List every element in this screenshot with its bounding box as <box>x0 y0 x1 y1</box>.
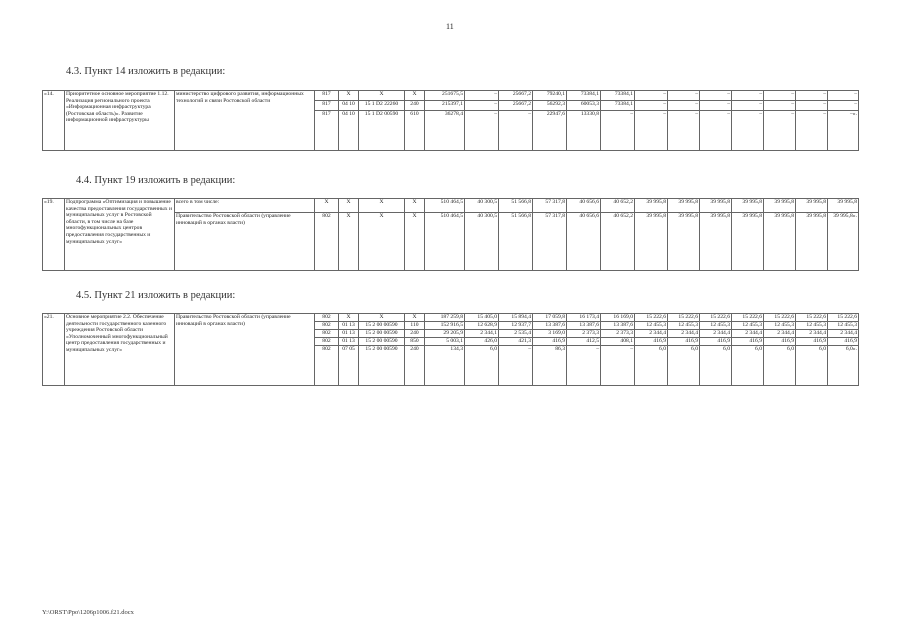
amount-cell: 40 652,2 <box>601 199 635 213</box>
amount-cell: – <box>700 91 732 101</box>
amount-cell: 39 995,8 <box>796 213 828 271</box>
amount-cell: 510 464,5 <box>425 213 465 271</box>
amount-cell: 39 995,8 <box>635 213 668 271</box>
amount-cell: 15 222,6 <box>796 314 828 322</box>
budget-code-cell: 07 05 <box>339 346 359 386</box>
table-row <box>43 314 891 322</box>
amount-cell: – <box>635 91 668 101</box>
budget-code-cell: 802 <box>315 314 339 322</box>
amount-cell: 12 937,7 <box>499 322 533 330</box>
footer-path: Y:\ORST\Ppo\1206p1006.f21.docx <box>42 609 134 616</box>
amount-cell: 416,9 <box>764 338 796 346</box>
amount-cell: 2 344,4 <box>796 330 828 338</box>
amount-cell: 416,9 <box>668 338 700 346</box>
budget-code-cell: 01 13 <box>339 322 359 330</box>
amount-cell: 416,9 <box>635 338 668 346</box>
table-item-21 <box>42 313 891 386</box>
item-number: «14. <box>43 91 65 151</box>
amount-cell: 39 995,8». <box>828 213 859 271</box>
budget-code-cell: X <box>339 314 359 322</box>
budget-code-cell: 15 1 D2 00590 <box>359 111 405 151</box>
amount-cell: 416,9 <box>828 338 859 346</box>
amount-cell: 39 995,8 <box>796 199 828 213</box>
budget-code-cell: 817 <box>315 111 339 151</box>
amount-cell: – <box>700 101 732 111</box>
section-heading-21: 4.5. Пункт 21 изложить в редакции: <box>76 290 236 301</box>
amount-cell: – <box>764 111 796 151</box>
amount-cell: 56292,3 <box>533 101 567 111</box>
amount-cell: –». <box>828 111 859 151</box>
budget-code-cell: 110 <box>405 322 425 330</box>
amount-cell: 2 373,3 <box>567 330 601 338</box>
amount-cell: 2 535,4 <box>499 330 533 338</box>
amount-cell: 22947,6 <box>533 111 567 151</box>
amount-cell: 39 995,8 <box>668 213 700 271</box>
amount-cell: 13 387,6 <box>567 322 601 330</box>
amount-cell: 79240,1 <box>533 91 567 101</box>
amount-cell: 426,0 <box>465 338 499 346</box>
budget-code-cell: 240 <box>405 346 425 386</box>
amount-cell: – <box>796 101 828 111</box>
amount-cell: 12 455,3 <box>796 322 828 330</box>
table-item-14 <box>42 90 891 151</box>
budget-code-cell: X <box>359 213 405 271</box>
amount-cell: 2 344,4 <box>668 330 700 338</box>
amount-cell: 12 455,3 <box>635 322 668 330</box>
amount-cell: 15 894,4 <box>499 314 533 322</box>
amount-cell: – <box>764 91 796 101</box>
amount-cell: – <box>732 101 764 111</box>
amount-cell: 39 995,8 <box>732 213 764 271</box>
budget-code-cell: 802 <box>315 338 339 346</box>
amount-cell: 510 464,5 <box>425 199 465 213</box>
amount-cell: 15 222,6 <box>668 314 700 322</box>
amount-cell: 6,0 <box>635 346 668 386</box>
amount-cell: 6,0 <box>764 346 796 386</box>
amount-cell: – <box>635 111 668 151</box>
amount-cell: 12 455,3 <box>700 322 732 330</box>
budget-code-cell: 802 <box>315 330 339 338</box>
budget-code-cell: 04 10 <box>339 101 359 111</box>
amount-cell: 15 222,6 <box>828 314 859 322</box>
amount-cell: 39 995,8 <box>668 199 700 213</box>
amount-cell: 39 995,8 <box>764 213 796 271</box>
amount-cell: 36278,4 <box>425 111 465 151</box>
amount-cell: – <box>668 101 700 111</box>
amount-cell: 215397,1 <box>425 101 465 111</box>
page-number: 11 <box>446 22 454 31</box>
amount-cell: – <box>796 111 828 151</box>
table-row <box>43 91 891 101</box>
amount-cell: 12 455,3 <box>668 322 700 330</box>
amount-cell: 39 995,8 <box>764 199 796 213</box>
amount-cell: 40 652,2 <box>601 213 635 271</box>
amount-cell: 15 222,6 <box>764 314 796 322</box>
amount-cell: 134,3 <box>425 346 465 386</box>
amount-cell: 412,5 <box>567 338 601 346</box>
amount-cell: 5 003,1 <box>425 338 465 346</box>
budget-code-cell: X <box>359 91 405 101</box>
amount-cell: 408,1 <box>601 338 635 346</box>
item-name: Приоритетное основное мероприятие 1.12. Реализация регионального проекта «Информационная инфраструктура (Ростовская область)». Развитие информационной инфраструктуры <box>65 91 175 151</box>
amount-cell: 40 300,5 <box>465 199 499 213</box>
amount-cell: 6,0 <box>732 346 764 386</box>
amount-cell: 13 387,6 <box>601 322 635 330</box>
budget-code-cell: X <box>339 91 359 101</box>
item-executor: всего в том числе: <box>175 199 315 213</box>
budget-code-cell: 15 2 00 00590 <box>359 322 405 330</box>
budget-code-cell: 850 <box>405 338 425 346</box>
amount-cell: – <box>764 101 796 111</box>
amount-cell: 16 173,4 <box>567 314 601 322</box>
amount-cell: 40 656,6 <box>567 213 601 271</box>
amount-cell: 57 317,8 <box>533 213 567 271</box>
budget-code-cell: X <box>359 199 405 213</box>
amount-cell: – <box>732 91 764 101</box>
amount-cell: 6,0 <box>700 346 732 386</box>
budget-code-cell: 15 2 00 00590 <box>359 330 405 338</box>
amount-cell: 15 222,6 <box>635 314 668 322</box>
amount-cell: 2 344,1 <box>465 330 499 338</box>
budget-code-cell: 802 <box>315 213 339 271</box>
amount-cell: 39 995,8 <box>635 199 668 213</box>
amount-cell: – <box>567 346 601 386</box>
amount-cell: 2 344,4 <box>828 330 859 338</box>
amount-cell: – <box>668 91 700 101</box>
budget-code-cell: 01 13 <box>339 330 359 338</box>
item-executor: Правительство Ростовской области (управление инноваций в органах власти) <box>175 213 315 271</box>
amount-cell: 29 205,9 <box>425 330 465 338</box>
amount-cell: 86,3 <box>533 346 567 386</box>
amount-cell: – <box>465 91 499 101</box>
section-heading-19: 4.4. Пункт 19 изложить в редакции: <box>76 175 236 186</box>
amount-cell: 416,9 <box>732 338 764 346</box>
amount-cell: 39 995,8 <box>828 199 859 213</box>
amount-cell: – <box>499 111 533 151</box>
item-executor: Правительство Ростовской области (управление инноваций в органах власти) <box>175 314 315 386</box>
amount-cell: – <box>601 346 635 386</box>
amount-cell: 40 656,6 <box>567 199 601 213</box>
budget-code-cell: X <box>405 91 425 101</box>
amount-cell: 421,3 <box>499 338 533 346</box>
item-name: Подпрограмма «Оптимизация и повышение качества предоставления государственных и муниципальных услуг в Ростовской области, в том числе на базе многофункциональных центров предоставления государственных и муниципальных услуг» <box>65 199 175 271</box>
amount-cell: 2 344,4 <box>635 330 668 338</box>
amount-cell: 416,9 <box>700 338 732 346</box>
item-executor: министерство цифрового развития, информационных технологий и связи Ростовской области <box>175 91 315 151</box>
amount-cell: 39 995,8 <box>700 199 732 213</box>
item-number: «21. <box>43 314 65 386</box>
amount-cell: 25667,2 <box>499 91 533 101</box>
amount-cell: 12 628,9 <box>465 322 499 330</box>
amount-cell: – <box>828 91 859 101</box>
section-heading-14: 4.3. Пункт 14 изложить в редакции: <box>66 66 226 77</box>
amount-cell: 17 059,8 <box>533 314 567 322</box>
budget-code-cell: 802 <box>315 346 339 386</box>
amount-cell: – <box>796 91 828 101</box>
budget-code-cell: 01 13 <box>339 338 359 346</box>
amount-cell: 13330,8 <box>567 111 601 151</box>
amount-cell: 57 317,8 <box>533 199 567 213</box>
amount-cell: 16 169,0 <box>601 314 635 322</box>
amount-cell: – <box>732 111 764 151</box>
amount-cell: – <box>499 346 533 386</box>
budget-code-cell: 15 2 00 00590 <box>359 338 405 346</box>
amount-cell: 2 373,3 <box>601 330 635 338</box>
budget-code-cell: X <box>315 199 339 213</box>
budget-code-cell: 610 <box>405 111 425 151</box>
amount-cell: 12 455,3 <box>732 322 764 330</box>
amount-cell: 60053,3 <box>567 101 601 111</box>
amount-cell: 12 455,3 <box>828 322 859 330</box>
amount-cell: 73384,1 <box>601 91 635 101</box>
budget-code-cell: 240 <box>405 101 425 111</box>
amount-cell: 2 344,4 <box>732 330 764 338</box>
table-item-19 <box>42 198 891 271</box>
amount-cell: 251675,5 <box>425 91 465 101</box>
amount-cell: 6,0 <box>465 346 499 386</box>
budget-code-cell: 817 <box>315 101 339 111</box>
amount-cell: 6,0 <box>796 346 828 386</box>
budget-code-cell: X <box>359 314 405 322</box>
table-row <box>43 199 891 213</box>
amount-cell: 6,0 <box>668 346 700 386</box>
amount-cell: 187 259,8 <box>425 314 465 322</box>
amount-cell: 2 344,4 <box>700 330 732 338</box>
amount-cell: 15 222,6 <box>700 314 732 322</box>
amount-cell: 416,9 <box>796 338 828 346</box>
amount-cell: – <box>828 101 859 111</box>
amount-cell: 15 222,6 <box>732 314 764 322</box>
amount-cell: 39 995,8 <box>732 199 764 213</box>
amount-cell: – <box>465 111 499 151</box>
amount-cell: 39 995,8 <box>700 213 732 271</box>
budget-code-cell: X <box>405 199 425 213</box>
amount-cell: – <box>601 111 635 151</box>
amount-cell: 25667,2 <box>499 101 533 111</box>
budget-code-cell: 04 10 <box>339 111 359 151</box>
item-name: Основное мероприятие 2.2. Обеспечение деятельности государственного казенного учреждения Ростовской области «Уполномоченный многофункциональный центр предоставления государственных и муниципальных услуг» <box>65 314 175 386</box>
amount-cell: 12 455,3 <box>764 322 796 330</box>
amount-cell: – <box>700 111 732 151</box>
amount-cell: 51 566,8 <box>499 199 533 213</box>
amount-cell: 40 300,5 <box>465 213 499 271</box>
budget-code-cell: 802 <box>315 322 339 330</box>
amount-cell: 51 566,8 <box>499 213 533 271</box>
amount-cell: 2 344,4 <box>764 330 796 338</box>
amount-cell: – <box>465 101 499 111</box>
item-number: «19. <box>43 199 65 271</box>
budget-code-cell: 817 <box>315 91 339 101</box>
budget-code-cell: 15 1 D2 22260 <box>359 101 405 111</box>
budget-code-cell: 240 <box>405 330 425 338</box>
budget-code-cell: X <box>339 199 359 213</box>
amount-cell: 73384,1 <box>567 91 601 101</box>
amount-cell: – <box>668 111 700 151</box>
amount-cell: 73384,1 <box>601 101 635 111</box>
amount-cell: 13 387,6 <box>533 322 567 330</box>
amount-cell: – <box>635 101 668 111</box>
amount-cell: 152 916,5 <box>425 322 465 330</box>
amount-cell: 3 169,0 <box>533 330 567 338</box>
amount-cell: 15 405,0 <box>465 314 499 322</box>
amount-cell: 416,9 <box>533 338 567 346</box>
budget-code-cell: 15 2 00 00590 <box>359 346 405 386</box>
budget-code-cell: X <box>405 314 425 322</box>
budget-code-cell: X <box>405 213 425 271</box>
amount-cell: 6,0». <box>828 346 859 386</box>
budget-code-cell: X <box>339 213 359 271</box>
